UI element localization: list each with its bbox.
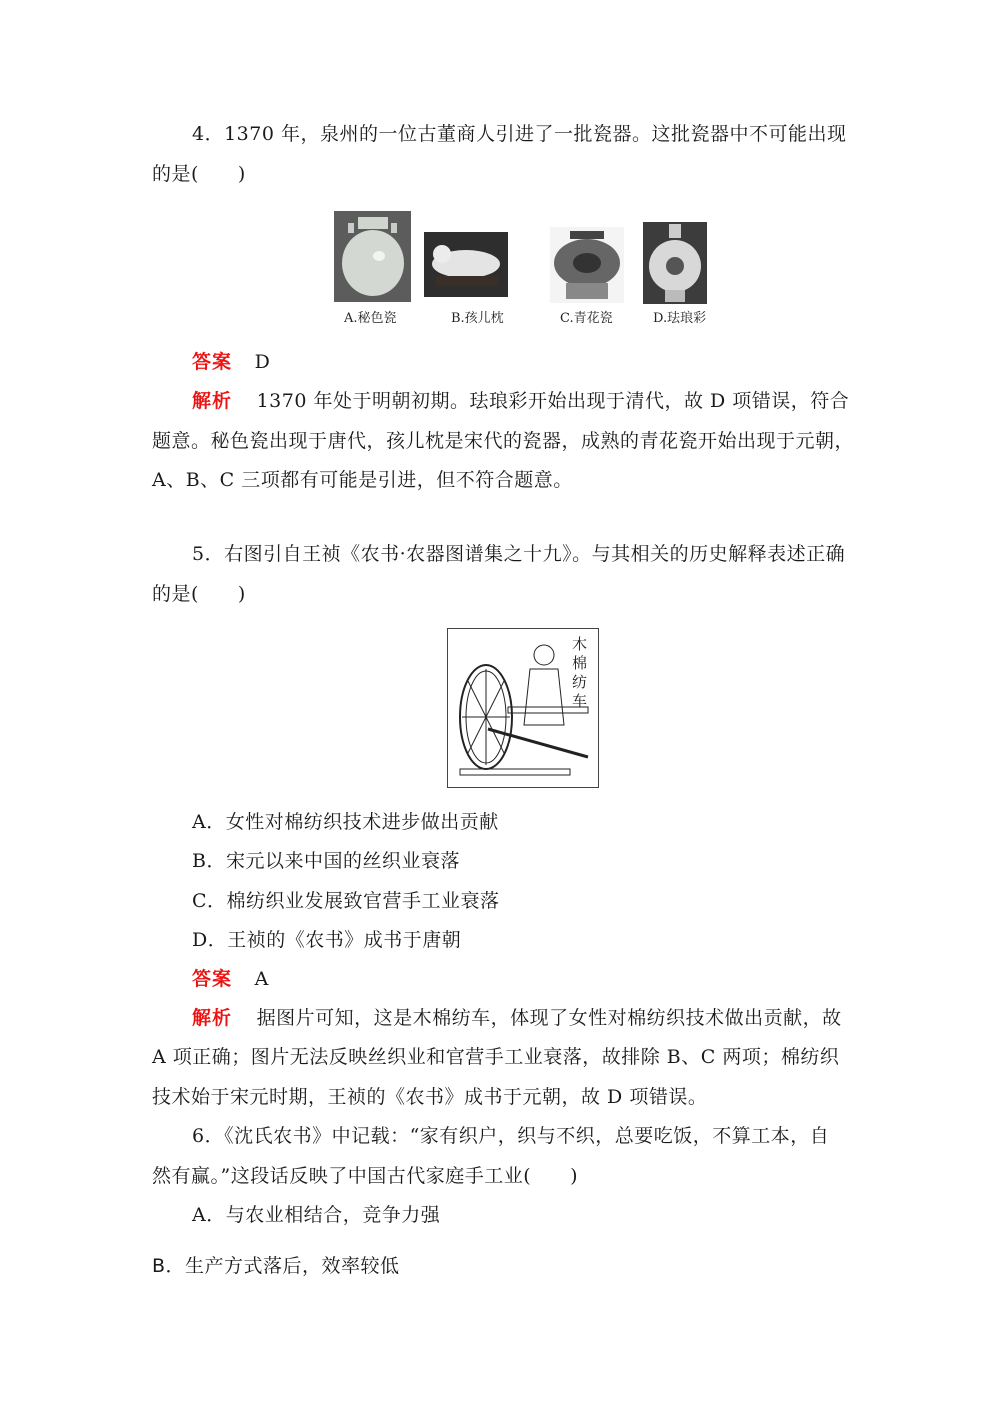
- q4-analysis-line2: 题意。秘色瓷出现于唐代，孩儿枕是宋代的瓷器，成熟的青花瓷开始出现于元朝，: [152, 430, 855, 452]
- q5-option-a: A．女性对棉纺织技术进步做出贡献: [192, 811, 499, 833]
- analysis-text: 1370 年处于明朝初期。珐琅彩开始出现于清代，故 D 项错误，符合: [256, 390, 850, 412]
- q5-stem-line2: 的是( ): [152, 583, 246, 605]
- answer-value: A: [254, 968, 269, 990]
- caption-b: B.孩儿枕: [451, 311, 504, 326]
- q4-stem-line2: 的是( ): [152, 163, 246, 185]
- q4-stem-line1: 4．1370 年，泉州的一位古董商人引进了一批瓷器。这批瓷器中不可能出现: [192, 123, 847, 145]
- q6-stem-line1: 6．《沈氏农书》中记载：“家有织户，织与不织，总要吃饭，不算工本，自: [192, 1125, 830, 1147]
- spinning-wheel-figure: [447, 628, 599, 788]
- q4-analysis-line1: [192, 389, 849, 413]
- figure-label: 木棉纺车: [572, 635, 588, 710]
- q5-stem-line1: 5．右图引自王祯《农书·农器图谱集之十九》。与其相关的历史解释表述正确: [192, 543, 846, 565]
- q6-stem-line2: 然有赢。”这段话反映了中国古代家庭手工业( ): [152, 1165, 579, 1187]
- blue-white-jar-image: [550, 227, 624, 303]
- enamel-flask-image: [643, 222, 707, 304]
- answer-value: D: [254, 351, 271, 373]
- q5-answer-row: [192, 967, 269, 991]
- q5-analysis-line3: 技术始于宋元时期，王祯的《农书》成书于元朝，故 D 项错误。: [152, 1086, 708, 1108]
- q6-option-b: B．生产方式落后，效率较低: [152, 1255, 400, 1277]
- q4-analysis-line3: A、B、C 三项都有可能是引进，但不符合题意。: [152, 469, 573, 491]
- caption-d: D.珐琅彩: [653, 311, 707, 326]
- q5-analysis-line2: A 项正确；图片无法反映丝织业和官营手工业衰落，故排除 B、C 两项；棉纺织: [152, 1046, 840, 1068]
- q5-option-b: B．宋元以来中国的丝织业衰落: [192, 850, 460, 872]
- q5-option-c: C．棉纺织业发展致官营手工业衰落: [192, 890, 500, 912]
- celadon-jar-image: [334, 211, 411, 302]
- caption-c: C.青花瓷: [560, 311, 613, 326]
- caption-a: A.秘色瓷: [344, 311, 397, 326]
- analysis-text: 据图片可知，这是木棉纺车，体现了女性对棉纺织技术做出贡献，故: [256, 1007, 842, 1029]
- answer-label: 答案: [192, 351, 233, 373]
- child-pillow-image: [424, 232, 508, 297]
- analysis-label: 解析: [192, 390, 233, 412]
- q6-option-a: A．与农业相结合，竞争力强: [192, 1204, 441, 1226]
- analysis-label: 解析: [192, 1007, 233, 1029]
- q5-option-d: D．王祯的《农书》成书于唐朝: [192, 929, 462, 951]
- q4-answer-row: [192, 350, 270, 374]
- q5-analysis-line1: [192, 1006, 842, 1030]
- answer-label: 答案: [192, 968, 233, 990]
